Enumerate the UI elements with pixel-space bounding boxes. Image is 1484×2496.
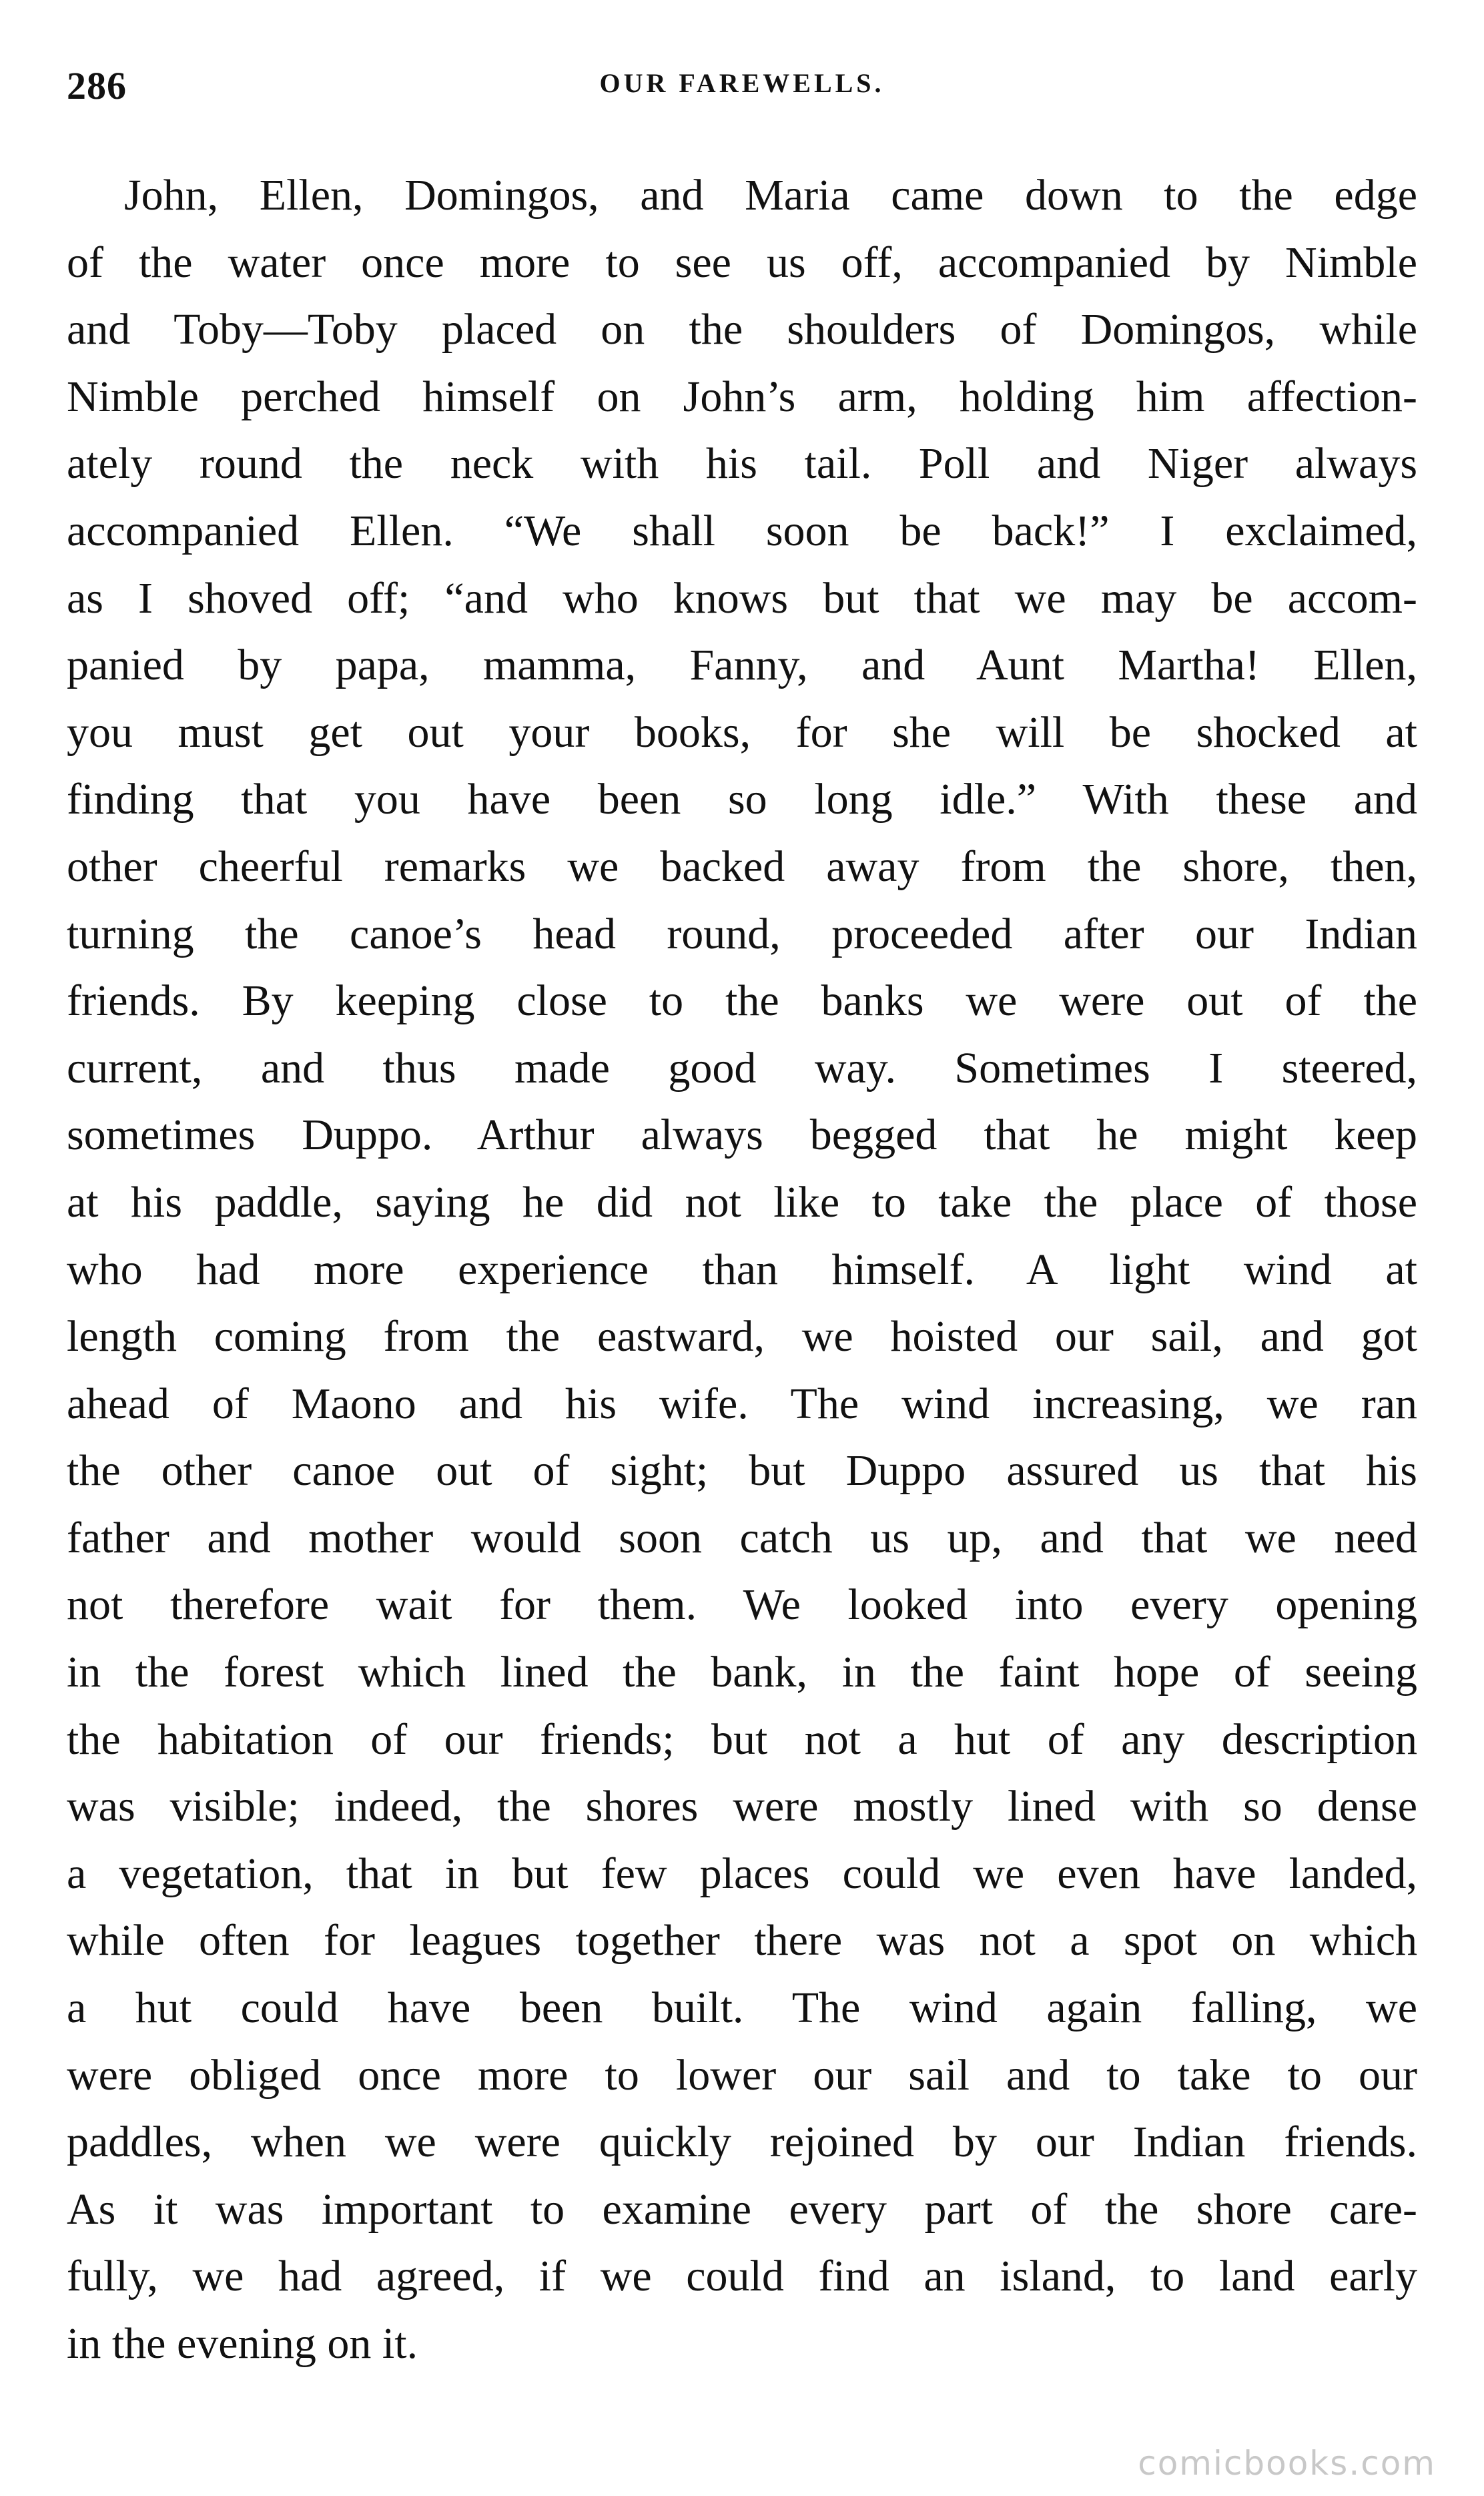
text-line: the other canoe out of sight; but Duppo assured us that his (67, 1446, 1417, 1496)
text-line: in the evening on it. (67, 2319, 418, 2368)
text-line: and Toby—Toby placed on the shoulders of Domingos, while (67, 305, 1417, 354)
text-line: a hut could have been built. The wind again falling, we (67, 1983, 1417, 2033)
text-line: accompanied Ellen. “We shall soon be back!” I exclaimed, (67, 506, 1417, 555)
text-line: who had more experience than himself. A light wind at (67, 1245, 1417, 1294)
text-line: was visible; indeed, the shores were mostly lined with so dense (67, 1782, 1417, 1831)
text-line: John, Ellen, Domingos, and Maria came down to the edge (124, 171, 1417, 220)
page-header (67, 63, 1417, 110)
text-line: were obliged once more to lower our sail and to take to our (67, 2050, 1417, 2100)
running-head: OUR FAREWELLS. (599, 68, 885, 98)
text-line: current, and thus made good way. Sometimes I steered, (67, 1043, 1417, 1093)
text-line: a vegetation, that in but few places could we even have landed, (67, 1849, 1417, 1898)
text-line: finding that you have been so long idle.” With these and (67, 775, 1417, 824)
text-line: length coming from the eastward, we hoisted our sail, and got (67, 1312, 1417, 1361)
text-line: panied by papa, mamma, Fanny, and Aunt Martha! Ellen, (67, 641, 1417, 690)
text-line: the habitation of our friends; but not a hut of any description (67, 1714, 1417, 1764)
text-line: other cheerful remarks we backed away from the shore, then, (67, 842, 1417, 891)
text-line: ahead of Maono and his wife. The wind increasing, we ran (67, 1379, 1417, 1428)
text-line: ately round the neck with his tail. Poll and Niger always (67, 439, 1417, 489)
body-paragraph (67, 162, 1417, 2378)
watermark: comicbooks.com (1138, 2444, 1436, 2483)
text-line: paddles, when we were quickly rejoined by our Indian friends. (67, 2118, 1417, 2167)
text-line: as I shoved off; “and who knows but that we may be accom- (67, 573, 1417, 623)
text-line: not therefore wait for them. We looked into every opening (67, 1580, 1417, 1630)
text-line: while often for leagues together there was not a spot on which (67, 1916, 1417, 1965)
text-line: turning the canoe’s head round, proceeded after our Indian (67, 909, 1417, 958)
text-line: of the water once more to see us off, accompanied by Nimble (67, 238, 1417, 287)
text-line: As it was important to examine every part of the shore care- (67, 2184, 1417, 2234)
text-line: father and mother would soon catch us up, and that we need (67, 1513, 1417, 1562)
text-line: fully, we had agreed, if we could find an island, to land early (67, 2252, 1417, 2301)
text-line: sometimes Duppo. Arthur always begged that he might keep (67, 1111, 1417, 1160)
text-line: in the forest which lined the bank, in the faint hope of seeing (67, 1648, 1417, 1697)
text-line: friends. By keeping close to the banks we were out of the (67, 976, 1417, 1026)
text-line: you must get out your books, for she will be shocked at (67, 707, 1417, 757)
page-number: 286 (67, 64, 127, 107)
text-line: Nimble perched himself on John’s arm, holding him affection- (67, 372, 1417, 421)
text-line: at his paddle, saying he did not like to take the place of those (67, 1177, 1417, 1227)
